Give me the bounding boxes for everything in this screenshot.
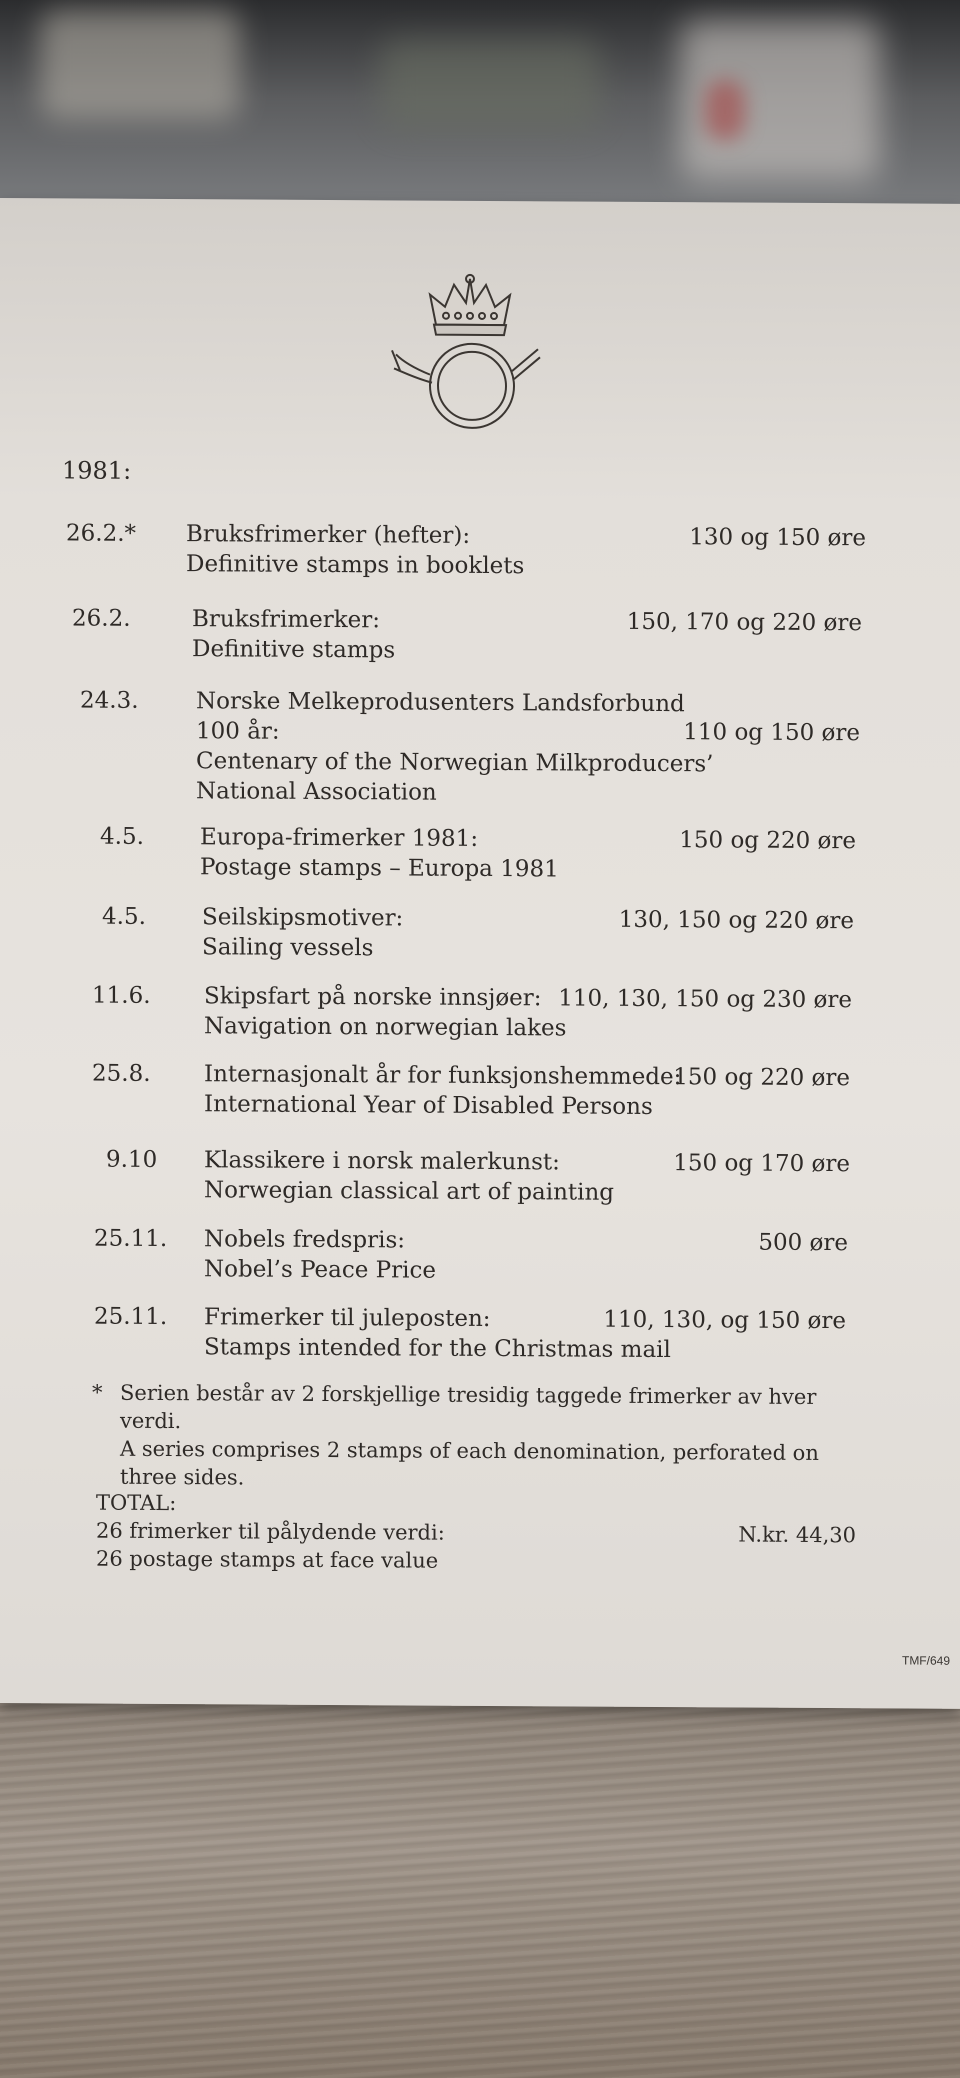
stamp-entry: [80, 685, 860, 806]
entry-subtitle: Stamps intended for the Christmas mail: [204, 1334, 671, 1364]
entry-title: Europa-frimerker 1981:: [200, 824, 479, 852]
total-line-en: 26 postage stamps at face value: [96, 1546, 439, 1573]
entry-value: 110 og 150 øre: [683, 719, 860, 747]
stamp-entry: [100, 822, 856, 883]
entry-date: 24.3.: [80, 687, 139, 714]
entry-value: 150 og 220 øre: [679, 827, 856, 855]
stamp-entry: [94, 1302, 846, 1364]
entry-title: Klassikere i norsk malerkunst:: [204, 1147, 560, 1176]
entry-subtitle: Sailing vessels: [202, 934, 374, 962]
stamp-entry: [94, 1224, 848, 1284]
stamp-entry: [102, 902, 854, 962]
entry-value: 130 og 150 øre: [689, 524, 866, 552]
entry-date: 25.8.: [92, 1060, 151, 1087]
entry-title: Skipsfart på norske innsjøer:: [204, 983, 542, 1012]
entry-subtitle: Definitive stamps in booklets: [186, 551, 525, 580]
table-surface: [0, 1690, 960, 2078]
stamp-entry: [66, 518, 866, 580]
posthorn-crown-icon: [390, 270, 550, 441]
entry-date: 26.2.*: [66, 520, 137, 547]
footnote-line: A series comprises 2 stamps of each denomination, perforated on: [120, 1436, 819, 1466]
entry-title: Internasjonalt år for funksjonshemmede:: [204, 1061, 682, 1091]
entry-subtitle-cont: National Association: [196, 778, 437, 806]
entry-value: 500 øre: [758, 1229, 848, 1257]
entry-date: 9.10: [106, 1146, 158, 1173]
stamp-entry: [92, 981, 852, 1042]
entry-date: 11.6.: [92, 982, 151, 1009]
entry-title: Norske Melkeprodusenters Landsforbund: [196, 688, 685, 718]
footnote-asterisk: *: [92, 1380, 103, 1405]
blurred-object: [705, 80, 745, 140]
entry-date: 26.2.: [72, 605, 131, 632]
blurred-object: [40, 10, 240, 120]
entry-date: 4.5.: [100, 823, 144, 850]
entry-title: Frimerker til juleposten:: [204, 1304, 491, 1332]
blurred-object: [380, 40, 600, 130]
total-label: TOTAL:: [96, 1490, 177, 1516]
entry-subtitle: Navigation on norwegian lakes: [204, 1013, 567, 1042]
year-heading: 1981:: [62, 456, 132, 485]
total-value: N.kr. 44,30: [738, 1522, 856, 1548]
entry-value: 110, 130, og 150 øre: [603, 1306, 846, 1335]
entry-date: 25.11.: [94, 1225, 168, 1253]
footnote-line: Serien består av 2 forskjellige tresidig taggede frimerker av hver verdi.: [120, 1380, 817, 1434]
total-line-no: 26 frimerker til pålydende verdi:: [96, 1518, 445, 1545]
document-sheet: [0, 198, 960, 1709]
entry-value: 150, 170 og 220 øre: [626, 608, 862, 637]
entry-value: 150 og 170 øre: [673, 1150, 850, 1178]
entry-title: Bruksfrimerker (hefter):: [186, 521, 471, 549]
entry-value: 130, 150 og 220 øre: [618, 906, 854, 935]
stamp-entry: [106, 1145, 850, 1206]
entry-subtitle: Postage stamps – Europa 1981: [200, 854, 559, 883]
footnote: [92, 1379, 856, 1496]
background-blur: [0, 0, 960, 220]
stamp-entry: [72, 603, 862, 664]
footnote-line: three sides.: [120, 1464, 245, 1490]
entry-subtitle: Nobel’s Peace Price: [204, 1256, 436, 1284]
entry-title-cont: 100 år:: [196, 718, 280, 745]
entry-title: Bruksfrimerker:: [192, 606, 381, 634]
entry-subtitle: Definitive stamps: [192, 636, 396, 664]
stamp-entry: [92, 1059, 850, 1120]
entry-subtitle: Centenary of the Norwegian Milkproducers’: [196, 748, 714, 778]
entry-title: Seilskipsmotiver:: [202, 904, 404, 932]
entry-date: 25.11.: [94, 1303, 168, 1331]
entry-value: 110, 130, 150 og 230 øre: [558, 985, 852, 1014]
document-code: TMF/649: [901, 1653, 950, 1668]
entry-date: 4.5.: [102, 903, 146, 930]
entry-subtitle: Norwegian classical art of painting: [204, 1177, 615, 1206]
entry-subtitle: International Year of Disabled Persons: [204, 1091, 653, 1120]
entry-title: Nobels fredspris:: [204, 1226, 406, 1254]
entry-value: 150 og 220 øre: [673, 1064, 850, 1092]
total-block: [96, 1489, 856, 1578]
